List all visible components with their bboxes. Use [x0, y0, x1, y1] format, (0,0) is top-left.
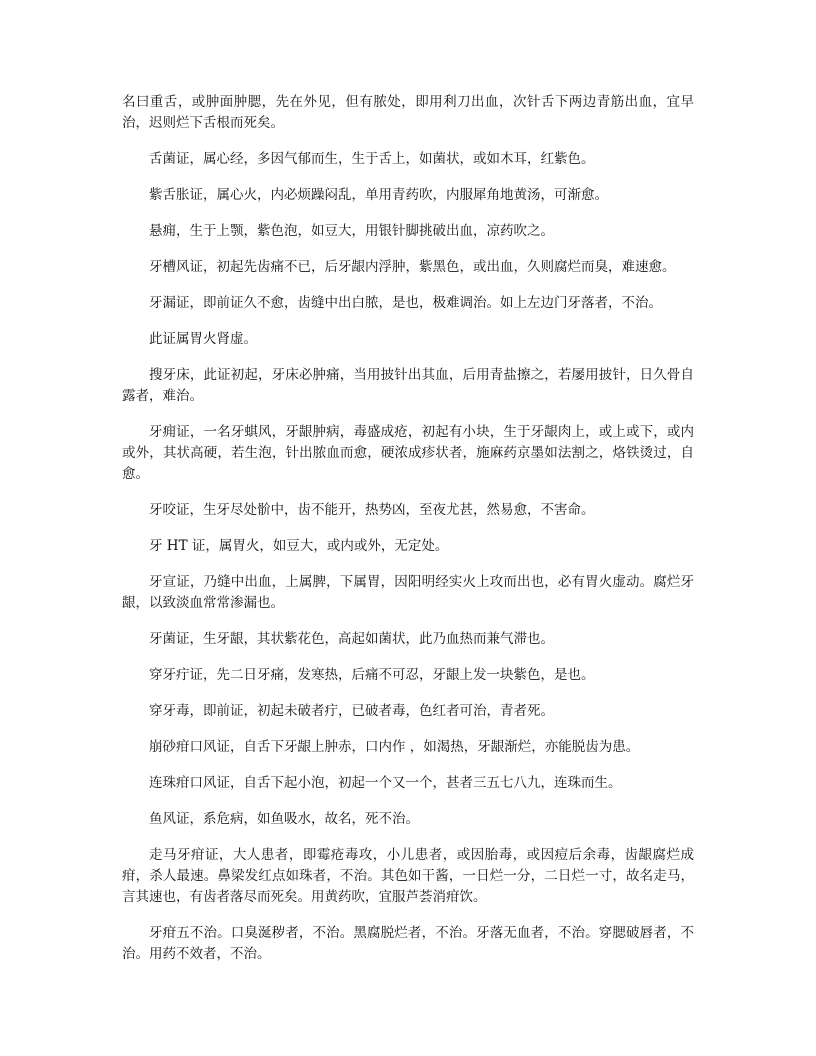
paragraph-15: 穿牙毒，即前证，初起未破者疔，已破者毒，色红者可治，青者死。	[149, 703, 554, 719]
paragraph-1: 名曰重舌，或肿面肿腮，先在外见，但有脓处，即用利刀出血，次针舌下两边青筋出血，宜早治，迟则烂下舌根而死矣。	[122, 94, 694, 131]
paragraph-19: 走马牙疳证，大人患者，即霉疮毒攻，小儿患者，或因胎毒，或因痘后余毒，齿龈腐烂成疳，杀人最速。鼻梁发红点如珠者，不治。其色如干酱，一日烂一分，二日烂一寸，故名走马，言其速也，有齿者落尽而死矣。用黄药吹，宜服芦荟消疳饮。	[122, 847, 694, 905]
paragraph-10: 牙咬证，生牙尽处骱中，齿不能开，热势凶，至夜尤甚，然易愈，不害命。	[149, 502, 595, 518]
paragraph-8: 搜牙床，此证初起，牙床必肿痛，当用披针出其血，后用青盐擦之，若屡用披针，日久骨自露者，难治。	[122, 367, 694, 404]
paragraph-16: 崩砂疳口风证，自舌下牙龈上肿赤，口内作 ，如渴热，牙龈渐烂，亦能脱齿为患。	[149, 739, 640, 755]
paragraph-6: 牙漏证，即前证久不愈，齿缝中出白脓，是也，极难调治。如上左边门牙落者，不治。	[149, 295, 662, 311]
document-page	[122, 92, 694, 980]
paragraph-13: 牙菌证，生牙龈，其状紫花色，高起如菌状，此乃血热而兼气滞也。	[149, 631, 554, 647]
paragraph-4: 悬痈，生于上颚，紫色泡，如豆大，用银针脚挑破出血，凉药吹之。	[149, 223, 554, 239]
paragraph-20: 牙疳五不治。口臭涎秽者，不治。黑腐脱烂者，不治。牙落无血者，不治。穿腮破唇者，不治。用药不效者，不治。	[122, 925, 694, 962]
paragraph-12: 牙宣证，乃缝中出血，上属脾，下属胃，因阳明经实火上攻而出也，必有胃火虚动。腐烂牙龈，以致淡血常常渗漏也。	[122, 574, 694, 611]
paragraph-18: 鱼风证，系危病，如鱼吸水，故名，死不治。	[149, 811, 419, 827]
paragraph-14: 穿牙疔证，先二日牙痛，发寒热，后痛不可忍，牙龈上发一块紫色，是也。	[149, 667, 595, 683]
paragraph-3: 紫舌胀证，属心火，内必烦躁闷乱，单用青药吹，内服犀角地黄汤，可渐愈。	[149, 187, 608, 203]
paragraph-11: 牙 HT 证，属胃火，如豆大，或内或外，无定处。	[149, 538, 449, 554]
paragraph-17: 连珠疳口风证，自舌下起小泡，初起一个又一个，甚者三五七八九，连珠而生。	[149, 775, 622, 791]
paragraph-9: 牙痈证，一名牙蜞风，牙龈肿病，毒盛成疮，初起有小块，生于牙龈肉上，或上或下，或内或外，其状高硬，若生泡，针出脓血而愈，硬浓成疹状者，施麻药京墨如法割之，烙铁烫过，自愈。	[122, 424, 694, 482]
paragraph-5: 牙槽风证，初起先齿痛不已，后牙龈内浮肿，紫黑色，或出血，久则腐烂而臭，难速愈。	[149, 259, 676, 275]
paragraph-2: 舌菌证，属心经，多因气郁而生，生于舌上，如菌状，或如木耳，红紫色。	[149, 151, 595, 167]
paragraph-7: 此证属胃火肾虚。	[149, 331, 257, 347]
